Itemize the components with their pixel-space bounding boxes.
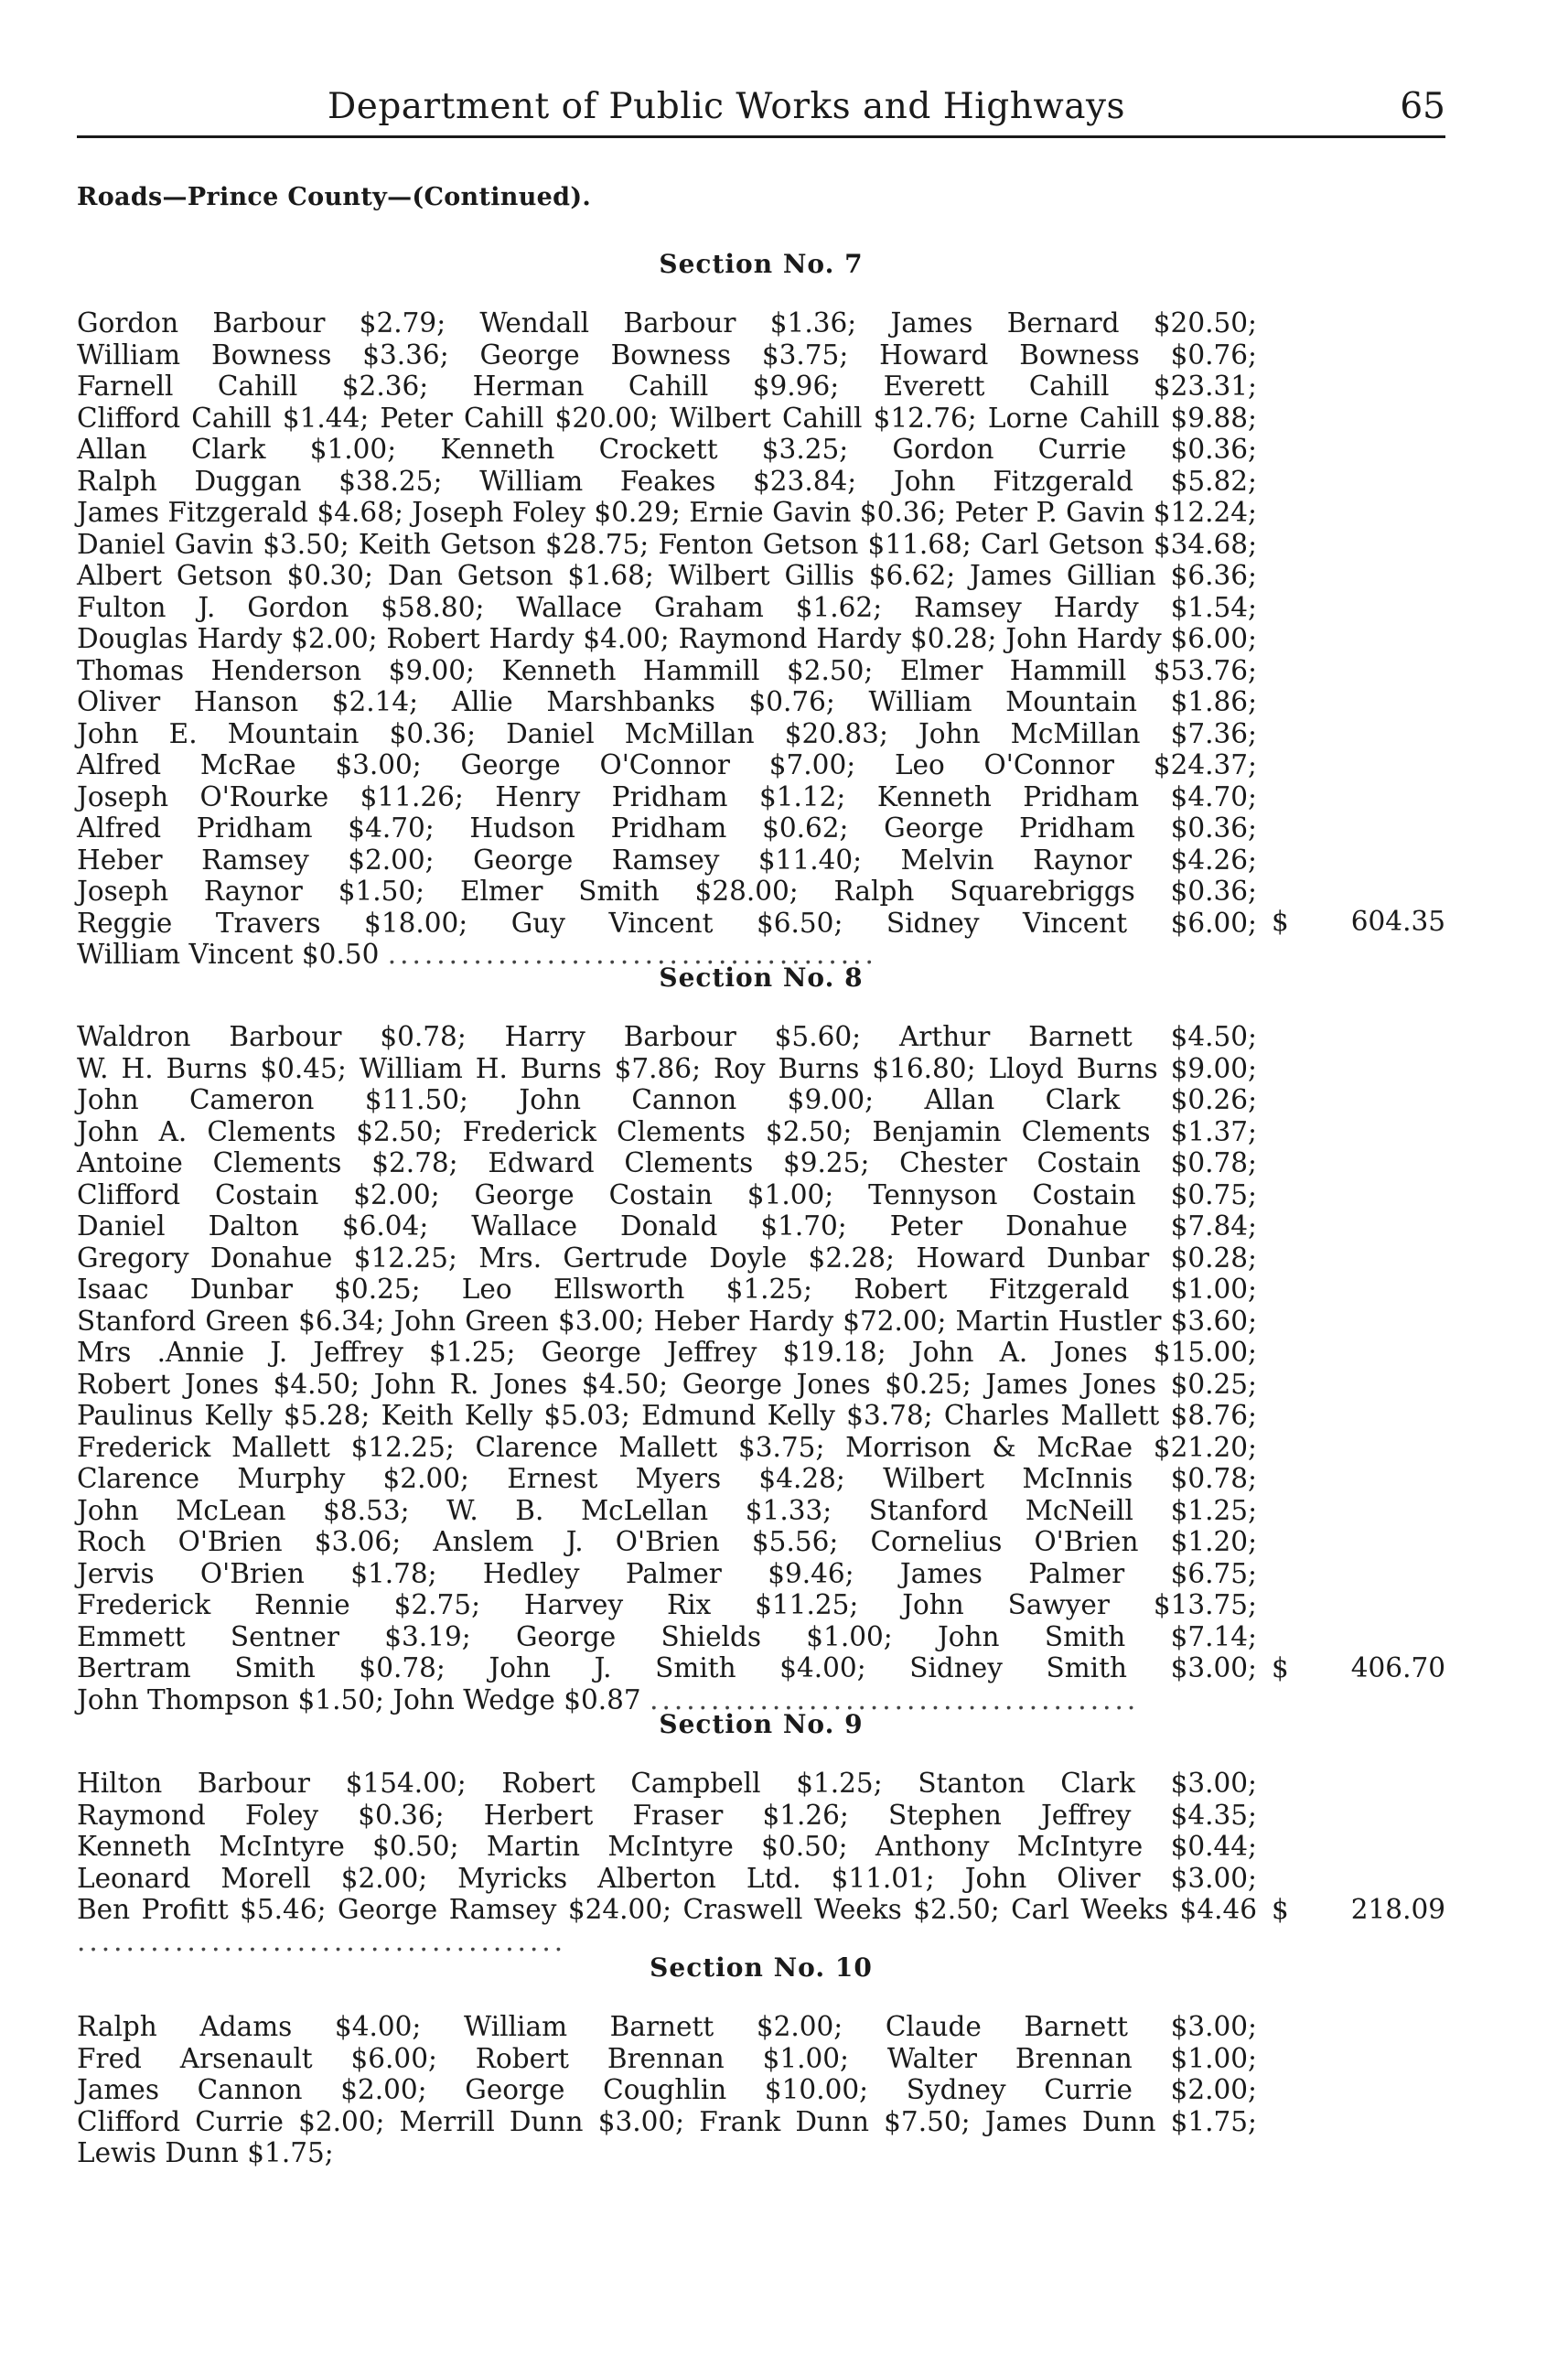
payee-entry: Wilbert Cahill $12.76 bbox=[669, 402, 968, 434]
payee-entry: Ramsey Hardy $1.54 bbox=[914, 591, 1249, 623]
payee-entry: John Wedge $0.87 bbox=[392, 1683, 641, 1715]
payee-entry: John A. Jones $15.00 bbox=[911, 1337, 1249, 1368]
payee-entry: Hedley Palmer $9.46 bbox=[482, 1557, 845, 1589]
payee-entry: James Dunn $1.75 bbox=[984, 2105, 1249, 2137]
payee-entry: Raymond Hardy $0.28 bbox=[678, 623, 988, 654]
payee-entry: Sidney Smith $3.00 bbox=[909, 1652, 1249, 1683]
payee-entry: John Smith $7.14 bbox=[937, 1620, 1249, 1652]
payee-entry: Kenneth Pridham $4.70 bbox=[876, 780, 1249, 812]
payee-entry: Kenneth McIntyre $0.50 bbox=[77, 1831, 450, 1862]
payee-entry: Cornelius O'Brien $1.20 bbox=[870, 1526, 1249, 1557]
payee-entry: Tennyson Costain $0.75 bbox=[868, 1178, 1249, 1210]
payee-entry: Benjamin Clements $1.37 bbox=[872, 1115, 1249, 1147]
payee-entry: George Coughlin $10.00 bbox=[465, 2074, 860, 2105]
payee-entry: Thomas Henderson $9.00 bbox=[77, 654, 467, 686]
total-amount: 604.35 bbox=[1350, 906, 1445, 937]
payee-entry: Hudson Pridham $0.62 bbox=[469, 812, 840, 844]
payee-entry: William Bowness $3.36 bbox=[77, 339, 440, 371]
payee-entry: Paulinus Kelly $5.28 bbox=[77, 1400, 361, 1431]
payee-entry: Gordon Currie $0.36 bbox=[892, 434, 1249, 465]
payee-entry: Allan Clark $1.00 bbox=[77, 434, 388, 465]
payee-entry: Edmund Kelly $3.78 bbox=[641, 1400, 924, 1431]
payee-entry: Clarence Murphy $2.00 bbox=[77, 1463, 460, 1494]
payee-entry: Wilbert Gillis $6.62 bbox=[668, 560, 947, 591]
payee-entry: Daniel Dalton $6.04 bbox=[77, 1210, 420, 1242]
payee-entry: Claude Barnett $3.00 bbox=[885, 2011, 1249, 2042]
payee-entry: James Palmer $6.75 bbox=[899, 1557, 1249, 1589]
payee-entry: Leo O'Connor $24.37 bbox=[894, 749, 1249, 780]
payee-entry: Martin McIntyre $0.50 bbox=[486, 1831, 839, 1862]
payee-entry: Frederick Mallett $12.25 bbox=[77, 1431, 446, 1463]
payee-entry: Kenneth Crockett $3.25 bbox=[440, 434, 840, 465]
payee-entry: John Fitzgerald $5.82 bbox=[893, 465, 1249, 497]
payee-entry: Isaac Dunbar $0.25 bbox=[77, 1274, 412, 1305]
section-heading: Section No. 9 bbox=[659, 1709, 864, 1739]
payee-entry: Allan Clark $0.26 bbox=[924, 1084, 1249, 1115]
payee-entry: Roch O'Brien $3.06 bbox=[77, 1526, 392, 1557]
payee-entry: Frank Dunn $7.50 bbox=[699, 2105, 961, 2137]
payee-entry: John Hardy $6.00 bbox=[1005, 623, 1248, 654]
total-currency: $ bbox=[1272, 1894, 1289, 1925]
payee-entry: Wendall Barbour $1.36 bbox=[479, 307, 848, 339]
total-currency: $ bbox=[1272, 1652, 1289, 1683]
payee-entry: Albert Getson $0.30 bbox=[77, 560, 364, 591]
payee-entry: Alfred Pridham $4.70 bbox=[77, 812, 425, 844]
payee-entry: Elmer Hammill $53.76 bbox=[899, 654, 1249, 686]
payee-entry: John Cannon $9.00 bbox=[519, 1084, 865, 1115]
page-title: Department of Public Works and Highways bbox=[327, 86, 1126, 127]
payee-entry: Fred Arsenault $6.00 bbox=[77, 2042, 428, 2074]
total-amount: 218.09 bbox=[1350, 1894, 1445, 1925]
payee-entry: Herman Cahill $9.96 bbox=[472, 371, 831, 402]
subheading: Roads—Prince County—(Continued). bbox=[77, 183, 592, 211]
payee-entry: Lorne Cahill $9.88 bbox=[987, 402, 1248, 434]
section-entries: Ralph Adams $4.00; William Barnett $2.00; Claude Barnett $3.00; Fred Arsenault $6.00; Robert Brennan $1.00; Walter Brennan $1.00; James Cannon $2.00; George Coughlin $10.00; Sydney Currie $2.00; Clifford Currie $2.00; Merrill Dunn $3.00; Frank Dunn $7.50; James Dunn $1.75; Lewis Dunn $1.75; bbox=[77, 2011, 1257, 2168]
payee-entry: Walter Brennan $1.00 bbox=[886, 2042, 1249, 2074]
section-heading: Section No. 7 bbox=[659, 249, 864, 279]
payee-entry: William Vincent $0.50 bbox=[77, 939, 380, 970]
payee-entry: Heber Hardy $72.00 bbox=[653, 1305, 938, 1337]
payee-entry: Joseph Foley $0.29 bbox=[412, 497, 671, 528]
payee-entry: Peter Cahill $20.00 bbox=[380, 402, 650, 434]
payee-entry: Allie Marshbanks $0.76 bbox=[451, 686, 826, 717]
payee-entry: Frederick Rennie $2.75 bbox=[77, 1589, 472, 1620]
payee-entry: Stanford McNeill $1.25 bbox=[868, 1494, 1249, 1526]
payee-entry: John McMillan $7.36 bbox=[918, 717, 1249, 749]
payee-entry: Leonard Morell $2.00 bbox=[77, 1862, 419, 1894]
payee-entry: James Jones $0.25 bbox=[985, 1368, 1249, 1400]
payee-entry: Frederick Clements $2.50 bbox=[462, 1115, 843, 1147]
payee-entry: Henry Pridham $1.12 bbox=[495, 780, 837, 812]
payee-entry: Wallace Donald $1.70 bbox=[471, 1210, 838, 1242]
payee-entry: Farnell Cahill $2.36 bbox=[77, 371, 420, 402]
payee-entry: Merrill Dunn $3.00 bbox=[399, 2105, 676, 2137]
payee-entry: George O'Connor $7.00 bbox=[460, 749, 847, 780]
payee-entry: Ernie Gavin $0.36 bbox=[689, 497, 938, 528]
payee-entry: William Feakes $23.84 bbox=[479, 465, 848, 497]
payee-entry: Douglas Hardy $2.00 bbox=[77, 623, 369, 654]
payee-entry: Joseph Raynor $1.50 bbox=[77, 876, 416, 907]
payee-entry: George Bowness $3.75 bbox=[479, 339, 840, 371]
payee-entry: Martin Hustler $3.60 bbox=[955, 1305, 1249, 1337]
payee-entry: John Thompson $1.50 bbox=[77, 1683, 375, 1715]
payee-entry: John Oliver $3.00 bbox=[964, 1862, 1249, 1894]
payee-entry: Lewis Dunn $1.75 bbox=[77, 2137, 325, 2168]
payee-entry: Carl Getson $34.68 bbox=[980, 528, 1249, 560]
payee-entry: Fenton Getson $11.68 bbox=[658, 528, 962, 560]
payee-entry: Wallace Graham $1.62 bbox=[516, 591, 874, 623]
payee-entry: Ralph Duggan $38.25 bbox=[77, 465, 434, 497]
section-entries: Waldron Barbour $0.78; Harry Barbour $5.60; Arthur Barnett $4.50; W. H. Burns $0.45; William H. Burns $7.86; Roy Burns $16.80; Lloyd Burns $9.00; John Cameron $11.50; John Cannon $9.00; Allan Clark $0.26; John A. Clements $2.50; Frederick Clements $2.50; Benjamin Clements $1.37; Antoine Clements $2.78; Edward Clements $9.25; Chester Costain $0.78; Clifford Costain $2.00; George Costain $1.00; Tennyson Costain $0.75; Daniel Dalton $6.04; Wallace Donald $1.70; Peter Donahue $7.84; Gregory Donahue $12.25; Mrs. Gertrude Doyle $2.28; Howard Dunbar $0.28; Isaac Dunbar $0.25; Leo Ellsworth $1.25; Robert Fitzgerald $1.00; Stanford Green $6.34; John Green $3.00; Heber Hardy $72.00; Martin Hustler $3.60; Mrs .Annie J. Jeffrey $1.25; George Jeffrey $19.18; John A. Jones $15.00; Robert Jones $4.50; John R. Jones $4.50; George Jones $0.25; James Jones $0.25; Paulinus Kelly $5.28; Keith Kelly $5.03; Edmund Kelly $3.78; Charles Mallett $8.76; Frederick Mallett $12.25; Clarence Mallett $3.75; Morrison & McRae $21.20; Clarence Murphy $2.00; Ernest Myers $4.28; Wilbert McInnis $0.78; John McLean $8.53; W. B. McLellan $1.33; Stanford McNeill $1.25; Roch O'Brien $3.06; Anslem J. O'Brien $5.56; Cornelius O'Brien $1.20; Jervis O'Brien $1.78; Hedley Palmer $9.46; James Palmer $6.75; Frederick Rennie $2.75; Harvey Rix $11.25; John Sawyer $13.75; Emmett Sentner $3.19; George Shields $1.00; John Smith $7.14; Bertram Smith $0.78; John J. Smith $4.00; Sidney Smith $3.00; John Thompson $1.50; John Wedge $0.87 ........................................ bbox=[77, 1021, 1258, 1715]
payee-entry: Clifford Currie $2.00 bbox=[77, 2105, 376, 2137]
payee-entry: John J. Smith $4.00 bbox=[489, 1652, 857, 1683]
payee-entry: Oliver Hanson $2.14 bbox=[77, 686, 410, 717]
total-currency: $ bbox=[1272, 906, 1289, 937]
payee-entry: Stanton Clark $3.00 bbox=[918, 1768, 1249, 1799]
payee-entry: Sidney Vincent $6.00 bbox=[886, 907, 1249, 939]
payee-entry: Robert Hardy $4.00 bbox=[386, 623, 660, 654]
payee-entry: Jervis O'Brien $1.78 bbox=[77, 1557, 428, 1589]
payee-entry: W. H. Burns $0.45 bbox=[77, 1052, 338, 1084]
payee-entry: Clarence Mallett $3.75 bbox=[475, 1431, 816, 1463]
payee-entry: Ernest Myers $4.28 bbox=[507, 1463, 836, 1494]
payee-entry: Fulton J. Gordon $58.80 bbox=[77, 591, 476, 623]
section-heading: Section No. 10 bbox=[650, 1952, 873, 1983]
payee-entry: Antoine Clements $2.78 bbox=[77, 1147, 449, 1178]
payee-entry: Ben Profitt $5.46 bbox=[77, 1894, 317, 1925]
payee-entry: John McLean $8.53 bbox=[77, 1494, 401, 1526]
section-heading: Section No. 8 bbox=[659, 962, 864, 993]
payee-entry: Stephen Jeffrey $4.35 bbox=[887, 1799, 1249, 1831]
payee-entry: George Shields $1.00 bbox=[515, 1620, 884, 1652]
payee-entry: Stanford Green $6.34 bbox=[77, 1305, 376, 1337]
page-number: 65 bbox=[1400, 86, 1445, 127]
payee-entry: Joseph O'Rourke $11.26 bbox=[77, 780, 455, 812]
payee-entry: George Costain $1.00 bbox=[474, 1178, 825, 1210]
payee-entry: Guy Vincent $6.50 bbox=[510, 907, 834, 939]
payee-entry: Melvin Raynor $4.26 bbox=[900, 844, 1249, 876]
payee-entry: George Jeffrey $19.18 bbox=[541, 1337, 877, 1368]
payee-entry: Edward Clements $9.25 bbox=[488, 1147, 861, 1178]
payee-entry: Clifford Cahill $1.44 bbox=[77, 402, 360, 434]
payee-entry: Robert Campbell $1.25 bbox=[501, 1768, 874, 1799]
payee-entry: James Fitzgerald $4.68 bbox=[77, 497, 394, 528]
payee-entry: James Bernard $20.50 bbox=[890, 307, 1249, 339]
payee-entry: James Gillian $6.36 bbox=[970, 560, 1249, 591]
payee-entry: Waldron Barbour $0.78 bbox=[77, 1021, 457, 1052]
payee-entry: John E. Mountain $0.36 bbox=[77, 717, 467, 749]
payee-entry: Emmett Sentner $3.19 bbox=[77, 1620, 462, 1652]
payee-entry: William Barnett $2.00 bbox=[463, 2011, 834, 2042]
payee-entry: Mrs .Annie J. Jeffrey $1.25 bbox=[77, 1337, 507, 1368]
payee-entry: Wilbert McInnis $0.78 bbox=[883, 1463, 1249, 1494]
payee-entry: Peter Donahue $7.84 bbox=[889, 1210, 1249, 1242]
payee-entry: Elmer Smith $28.00 bbox=[459, 876, 789, 907]
payee-entry: William Mountain $1.86 bbox=[868, 686, 1249, 717]
payee-entry: Howard Bowness $0.76 bbox=[879, 339, 1249, 371]
payee-entry: Peter P. Gavin $12.24 bbox=[954, 497, 1249, 528]
payee-entry: Gordon Barbour $2.79 bbox=[77, 307, 437, 339]
payee-entry: James Cannon $2.00 bbox=[77, 2074, 418, 2105]
payee-entry: Sydney Currie $2.00 bbox=[906, 2074, 1249, 2105]
payee-entry: Everett Cahill $23.31 bbox=[883, 371, 1249, 402]
running-head bbox=[77, 81, 1445, 138]
payee-entry: Ralph Squarebriggs $0.36 bbox=[833, 876, 1249, 907]
payee-entry: Anthony McIntyre $0.44 bbox=[875, 1831, 1249, 1862]
payee-entry: Raymond Foley $0.36 bbox=[77, 1799, 435, 1831]
payee-entry: Harry Barbour $5.60 bbox=[504, 1021, 853, 1052]
payee-entry: Bertram Smith $0.78 bbox=[77, 1652, 436, 1683]
payee-entry: Hilton Barbour $154.00 bbox=[77, 1768, 457, 1799]
payee-entry: Roy Burns $16.80 bbox=[713, 1052, 967, 1084]
payee-entry: Keith Getson $28.75 bbox=[358, 528, 640, 560]
payee-entry: Myricks Alberton Ltd. $11.01 bbox=[457, 1862, 926, 1894]
payee-entry: Keith Kelly $5.03 bbox=[381, 1400, 621, 1431]
payee-entry: George Ramsey $11.40 bbox=[473, 844, 854, 876]
payee-entry: W. B. McLellan $1.33 bbox=[446, 1494, 823, 1526]
payee-entry: Kenneth Hammill $2.50 bbox=[501, 654, 865, 686]
payee-entry: Robert Fitzgerald $1.00 bbox=[854, 1274, 1249, 1305]
payee-entry: Heber Ramsey $2.00 bbox=[77, 844, 425, 876]
payee-entry: John R. Jones $4.50 bbox=[373, 1368, 660, 1400]
payee-entry: George Jones $0.25 bbox=[682, 1368, 962, 1400]
payee-entry: Mrs. Gertrude Doyle $2.28 bbox=[478, 1242, 886, 1274]
payee-entry: George Pridham $0.36 bbox=[884, 812, 1249, 844]
payee-entry: Gregory Donahue $12.25 bbox=[77, 1242, 448, 1274]
section-entries: Hilton Barbour $154.00; Robert Campbell $1.25; Stanton Clark $3.00; Raymond Foley $0.36; Herbert Fraser $1.26; Stephen Jeffrey $4.35; Kenneth McIntyre $0.50; Martin McIntyre $0.50; Anthony McIntyre $0.44; Leonard Morell $2.00; Myricks Alberton Ltd. $11.01; John Oliver $3.00; Ben Profitt $5.46; George Ramsey $24.00; Craswell Weeks $2.50; Carl Weeks $4.46 ........................................ bbox=[77, 1768, 1257, 1957]
payee-entry: Arthur Barnett $4.50 bbox=[898, 1021, 1249, 1052]
total-amount: 406.70 bbox=[1350, 1652, 1445, 1683]
payee-entry: Craswell Weeks $2.50 bbox=[682, 1894, 991, 1925]
section-entries: Gordon Barbour $2.79; Wendall Barbour $1.36; James Bernard $20.50; William Bowness $3.36; George Bowness $3.75; Howard Bowness $0.76; Farnell Cahill $2.36; Herman Cahill $9.96; Everett Cahill $23.31; Clifford Cahill $1.44; Peter Cahill $20.00; Wilbert Cahill $12.76; Lorne Cahill $9.88; Allan Clark $1.00; Kenneth Crockett $3.25; Gordon Currie $0.36; Ralph Duggan $38.25; William Feakes $23.84; John Fitzgerald $5.82; James Fitzgerald $4.68; Joseph Foley $0.29; Ernie Gavin $0.36; Peter P. Gavin $12.24; Daniel Gavin $3.50; Keith Getson $28.75; Fenton Getson $11.68; Carl Getson $34.68; Albert Getson $0.30; Dan Getson $1.68; Wilbert Gillis $6.62; James Gillian $6.36; Fulton J. Gordon $58.80; Wallace Graham $1.62; Ramsey Hardy $1.54; Douglas Hardy $2.00; Robert Hardy $4.00; Raymond Hardy $0.28; John Hardy $6.00; Thomas Henderson $9.00; Kenneth Hammill $2.50; Elmer Hammill $53.76; Oliver Hanson $2.14; Allie Marshbanks $0.76; William Mountain $1.86; John E. Mountain $0.36; Daniel McMillan $20.83; John McMillan $7.36; Alfred McRae $3.00; George O'Connor $7.00; Leo O'Connor $24.37; Joseph O'Rourke $11.26; Henry Pridham $1.12; Kenneth Pridham $4.70; Alfred Pridham $4.70; Hudson Pridham $0.62; George Pridham $0.36; Heber Ramsey $2.00; George Ramsey $11.40; Melvin Raynor $4.26; Joseph Raynor $1.50; Elmer Smith $28.00; Ralph Squarebriggs $0.36; Reggie Travers $18.00; Guy Vincent $6.50; Sidney Vincent $6.00; William Vincent $0.50 ........................................ bbox=[77, 307, 1258, 970]
payee-entry: Reggie Travers $18.00 bbox=[77, 907, 459, 939]
payee-entry: Charles Mallett $8.76 bbox=[943, 1400, 1248, 1431]
payee-entry: George Ramsey $24.00 bbox=[338, 1894, 663, 1925]
payee-entry: Dan Getson $1.68 bbox=[387, 560, 645, 591]
payee-entry: John Cameron $11.50 bbox=[77, 1084, 460, 1115]
payee-entry: Robert Jones $4.50 bbox=[77, 1368, 351, 1400]
payee-entry: John A. Clements $2.50 bbox=[77, 1115, 434, 1147]
payee-entry: Anslem J. O'Brien $5.56 bbox=[433, 1526, 830, 1557]
payee-entry: Ralph Adams $4.00 bbox=[77, 2011, 413, 2042]
payee-entry: Carl Weeks $4.46 bbox=[1011, 1894, 1257, 1925]
payee-entry: Chester Costain $0.78 bbox=[899, 1147, 1249, 1178]
payee-entry: Clifford Costain $2.00 bbox=[77, 1178, 431, 1210]
payee-entry: William H. Burns $7.86 bbox=[359, 1052, 693, 1084]
payee-entry: Alfred McRae $3.00 bbox=[77, 749, 413, 780]
payee-entry: Daniel McMillan $20.83 bbox=[506, 717, 879, 749]
payee-entry: Morrison & McRae $21.20 bbox=[845, 1431, 1249, 1463]
payee-entry: Howard Dunbar $0.28 bbox=[916, 1242, 1249, 1274]
payee-entry: Leo Ellsworth $1.25 bbox=[461, 1274, 804, 1305]
payee-entry: John Green $3.00 bbox=[393, 1305, 636, 1337]
payee-entry: Harvey Rix $11.25 bbox=[523, 1589, 850, 1620]
payee-entry: Herbert Fraser $1.26 bbox=[483, 1799, 840, 1831]
payee-entry: Lloyd Burns $9.00 bbox=[988, 1052, 1249, 1084]
payee-entry: Daniel Gavin $3.50 bbox=[77, 528, 340, 560]
payee-entry: Robert Brennan $1.00 bbox=[475, 2042, 841, 2074]
payee-entry: John Sawyer $13.75 bbox=[902, 1589, 1249, 1620]
